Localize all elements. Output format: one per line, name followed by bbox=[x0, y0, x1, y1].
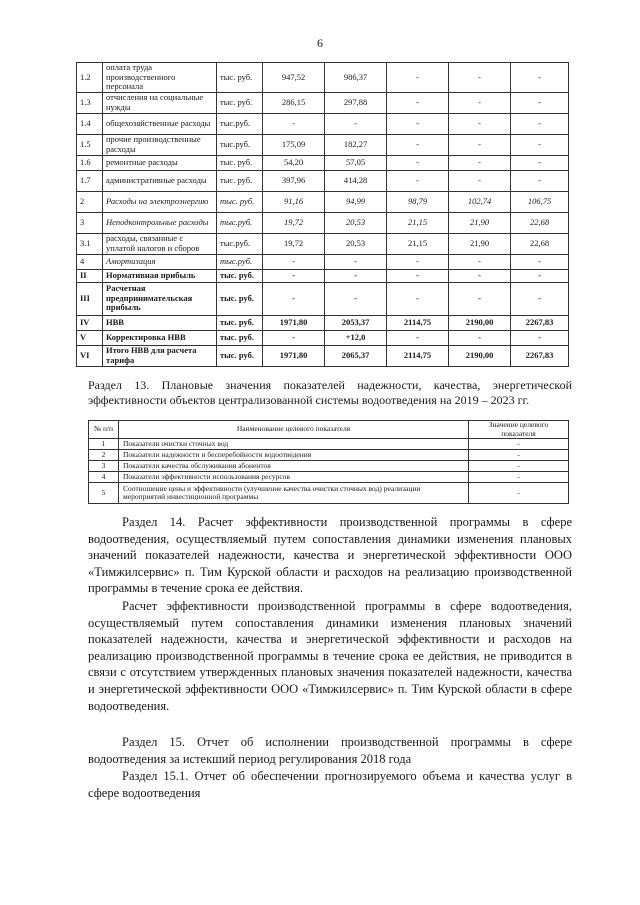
row-value: 22,68 bbox=[511, 233, 569, 254]
row-value: - bbox=[387, 92, 449, 113]
row-value: - bbox=[263, 113, 325, 134]
row-value: - bbox=[511, 282, 569, 315]
indicator-name: Соотношение цены и эффективности (улучшение качества очистки сточных вод) реализации мероприятий инвестиционной программы bbox=[119, 483, 469, 504]
row-name: общехозяйственные расходы bbox=[103, 113, 217, 134]
row-name: отчисления на социальные нужды bbox=[103, 92, 217, 113]
row-unit: тыс.руб. bbox=[217, 113, 263, 134]
row-name: прочие производственные расходы bbox=[103, 134, 217, 155]
row-number: 1.6 bbox=[77, 155, 103, 170]
row-value: - bbox=[263, 269, 325, 282]
row-value: - bbox=[387, 63, 449, 93]
indicator-value: - bbox=[469, 439, 569, 450]
row-unit: тыс. руб. bbox=[217, 282, 263, 315]
row-value: - bbox=[511, 113, 569, 134]
row-value: - bbox=[387, 113, 449, 134]
row-value: - bbox=[325, 113, 387, 134]
row-number: VI bbox=[77, 345, 103, 366]
row-value: - bbox=[449, 92, 511, 113]
row-value: - bbox=[449, 170, 511, 191]
row-name: НВВ bbox=[103, 315, 217, 330]
row-value: - bbox=[449, 155, 511, 170]
section-14-body: Расчет эффективности производственной программы в сфере водоотведения, осуществляемый путем сопоставления динамики изменения плановых значений показателей надежности, качества и энергетической эффективности и расходов на реализацию производственной программы в течение срока ее действия, не приводится в связи с отсутствием утвержденных плановых значения показателей надежности, качества и энергетической эффективности ООО «Тимжилсервис» п. Тим Курской области в сфере водоотведения. bbox=[88, 599, 572, 713]
row-value: 2114,75 bbox=[387, 345, 449, 366]
row-value: - bbox=[387, 134, 449, 155]
row-value: - bbox=[387, 155, 449, 170]
indicator-number: 2 bbox=[89, 450, 119, 461]
row-value: - bbox=[511, 330, 569, 345]
indicator-name: Показатели очистки сточных вод bbox=[119, 439, 469, 450]
row-number: 3.1 bbox=[77, 233, 103, 254]
table-row bbox=[77, 282, 569, 315]
row-name: административные расходы bbox=[103, 170, 217, 191]
row-number: 1.7 bbox=[77, 170, 103, 191]
row-value: 414,28 bbox=[325, 170, 387, 191]
row-value: 21,90 bbox=[449, 212, 511, 233]
row-number: 2 bbox=[77, 191, 103, 212]
table-row bbox=[77, 134, 569, 155]
row-value: 2053,37 bbox=[325, 315, 387, 330]
row-value: 2190,00 bbox=[449, 345, 511, 366]
header-name: Наименование целевого показателя bbox=[119, 421, 469, 439]
row-value: - bbox=[449, 282, 511, 315]
row-number: II bbox=[77, 269, 103, 282]
indicator-name: Показатели эффективности использования ресурсов bbox=[119, 472, 469, 483]
row-value: - bbox=[511, 170, 569, 191]
indicator-name: Показатели надежности и бесперебойности водоотведения bbox=[119, 450, 469, 461]
row-number: 1.4 bbox=[77, 113, 103, 134]
indicator-number: 3 bbox=[89, 461, 119, 472]
row-value: 54,20 bbox=[263, 155, 325, 170]
row-value: 20,53 bbox=[325, 233, 387, 254]
indicator-value: - bbox=[469, 461, 569, 472]
row-value: +12,0 bbox=[325, 330, 387, 345]
row-name: Амортизация bbox=[103, 254, 217, 269]
table-header bbox=[89, 421, 569, 439]
row-value: 2190,00 bbox=[449, 315, 511, 330]
table-row bbox=[77, 254, 569, 269]
row-unit: тыс.руб. bbox=[217, 254, 263, 269]
row-name: Неподконтрольные расходы bbox=[103, 212, 217, 233]
row-value: 2065,37 bbox=[325, 345, 387, 366]
row-value: 986,37 bbox=[325, 63, 387, 93]
row-value: 57,05 bbox=[325, 155, 387, 170]
row-value: - bbox=[511, 134, 569, 155]
row-value: 19,72 bbox=[263, 212, 325, 233]
row-value: - bbox=[325, 282, 387, 315]
table-row bbox=[77, 63, 569, 93]
table-row bbox=[89, 472, 569, 483]
row-number: IV bbox=[77, 315, 103, 330]
table-row bbox=[89, 439, 569, 450]
indicator-name: Показатели качества обслуживания абонентов bbox=[119, 461, 469, 472]
row-value: 175,09 bbox=[263, 134, 325, 155]
production-program-table bbox=[76, 62, 569, 367]
row-number: 4 bbox=[77, 254, 103, 269]
row-value: 19,72 bbox=[263, 233, 325, 254]
row-value: 21,15 bbox=[387, 233, 449, 254]
row-value: 397,96 bbox=[263, 170, 325, 191]
section-15-heading: Раздел 15. Отчет об исполнении производственной программы в сфере водоотведения за истекший период регулирования 2018 года bbox=[88, 735, 572, 766]
section-15-1-heading: Раздел 15.1. Отчет об обеспечении прогнозируемого объема и качества услуг в сфере водоотведения bbox=[88, 769, 572, 800]
row-value: - bbox=[325, 254, 387, 269]
section-14-heading: Раздел 14. Расчет эффективности производственной программы в сфере водоотведения, осуществляемый путем сопоставления динамики изменения плановых значений показателей надежности, качества и энергетической эффективности ООО «Тимжилсервис» п. Тим Курской области и расходов на реализацию производственной программы в течение срока ее действия. bbox=[88, 515, 572, 596]
row-value: - bbox=[511, 63, 569, 93]
table-row bbox=[77, 269, 569, 282]
row-value: 20,53 bbox=[325, 212, 387, 233]
row-name: Расчетная предпринимательская прибыль bbox=[103, 282, 217, 315]
row-unit: тыс. руб. bbox=[217, 330, 263, 345]
row-value: - bbox=[511, 254, 569, 269]
row-number: V bbox=[77, 330, 103, 345]
row-value: - bbox=[511, 155, 569, 170]
row-unit: тыс.руб. bbox=[217, 212, 263, 233]
row-value: 297,88 bbox=[325, 92, 387, 113]
row-value: - bbox=[511, 92, 569, 113]
row-value: 2267,83 bbox=[511, 345, 569, 366]
row-unit: тыс. руб. bbox=[217, 155, 263, 170]
row-value: - bbox=[449, 330, 511, 345]
section-13-heading: Раздел 13. Плановые значения показателей надежности, качества, энергетической эффективности объектов централизованной системы водоотведения на 2019 – 2023 гг. bbox=[88, 378, 572, 407]
row-value: - bbox=[387, 330, 449, 345]
row-name: расходы, связанные с уплатой налогов и сборов bbox=[103, 233, 217, 254]
indicator-value: - bbox=[469, 483, 569, 504]
row-unit: тыс. руб. bbox=[217, 92, 263, 113]
row-number: 1.2 bbox=[77, 63, 103, 93]
row-value: 286,15 bbox=[263, 92, 325, 113]
table-row bbox=[77, 191, 569, 212]
row-unit: тыс. руб. bbox=[217, 269, 263, 282]
row-value: - bbox=[263, 282, 325, 315]
row-name: ремонтные расходы bbox=[103, 155, 217, 170]
row-value: 22,68 bbox=[511, 212, 569, 233]
indicator-value: - bbox=[469, 472, 569, 483]
row-value: - bbox=[325, 269, 387, 282]
table-row bbox=[77, 92, 569, 113]
table-row bbox=[77, 330, 569, 345]
row-value: 2267,83 bbox=[511, 315, 569, 330]
indicator-number: 4 bbox=[89, 472, 119, 483]
table-row bbox=[77, 315, 569, 330]
row-unit: тыс. руб. bbox=[217, 315, 263, 330]
row-value: - bbox=[449, 63, 511, 93]
row-value: - bbox=[387, 269, 449, 282]
row-value: - bbox=[511, 269, 569, 282]
table-row bbox=[77, 113, 569, 134]
row-unit: тыс.руб. bbox=[217, 134, 263, 155]
target-indicators-table bbox=[88, 420, 569, 504]
row-number: 1.3 bbox=[77, 92, 103, 113]
row-value: 947,52 bbox=[263, 63, 325, 93]
row-value: - bbox=[449, 134, 511, 155]
row-value: 1971,80 bbox=[263, 345, 325, 366]
table-row bbox=[77, 155, 569, 170]
row-value: 91,16 bbox=[263, 191, 325, 212]
row-value: 21,90 bbox=[449, 233, 511, 254]
row-value: - bbox=[387, 282, 449, 315]
table-row bbox=[77, 233, 569, 254]
row-unit: тыс.руб. bbox=[217, 233, 263, 254]
row-value: - bbox=[263, 254, 325, 269]
row-value: - bbox=[449, 254, 511, 269]
row-value: - bbox=[387, 170, 449, 191]
indicator-value: - bbox=[469, 450, 569, 461]
indicator-number: 1 bbox=[89, 439, 119, 450]
row-value: 106,75 bbox=[511, 191, 569, 212]
indicator-number: 5 bbox=[89, 483, 119, 504]
row-value: - bbox=[263, 330, 325, 345]
row-value: 182,27 bbox=[325, 134, 387, 155]
row-unit: тыс. руб. bbox=[217, 170, 263, 191]
row-name: оплата труда производственного персонала bbox=[103, 63, 217, 93]
header-num: № п/п bbox=[89, 421, 119, 439]
row-number: III bbox=[77, 282, 103, 315]
row-number: 1.5 bbox=[77, 134, 103, 155]
table-row bbox=[89, 483, 569, 504]
row-value: - bbox=[449, 269, 511, 282]
row-unit: тыс. руб. bbox=[217, 345, 263, 366]
row-value: - bbox=[449, 113, 511, 134]
row-value: 94,99 bbox=[325, 191, 387, 212]
table-row bbox=[89, 450, 569, 461]
row-value: 1971,80 bbox=[263, 315, 325, 330]
page-number: 6 bbox=[317, 36, 323, 50]
table-row bbox=[77, 212, 569, 233]
row-name: Расходы на электроэнергию bbox=[103, 191, 217, 212]
row-value: 2114,75 bbox=[387, 315, 449, 330]
row-name: Итого НВВ для расчета тарифа bbox=[103, 345, 217, 366]
row-unit: тыс. руб. bbox=[217, 63, 263, 93]
table-row bbox=[77, 345, 569, 366]
row-unit: тыс. руб. bbox=[217, 191, 263, 212]
row-number: 3 bbox=[77, 212, 103, 233]
row-value: - bbox=[387, 254, 449, 269]
row-name: Корректировка НВВ bbox=[103, 330, 217, 345]
row-name: Нормативная прибыль bbox=[103, 269, 217, 282]
row-value: 98,79 bbox=[387, 191, 449, 212]
header-value: Значение целевого показателя bbox=[469, 421, 569, 439]
row-value: 102,74 bbox=[449, 191, 511, 212]
row-value: 21,15 bbox=[387, 212, 449, 233]
table-row bbox=[77, 170, 569, 191]
table-row bbox=[89, 461, 569, 472]
